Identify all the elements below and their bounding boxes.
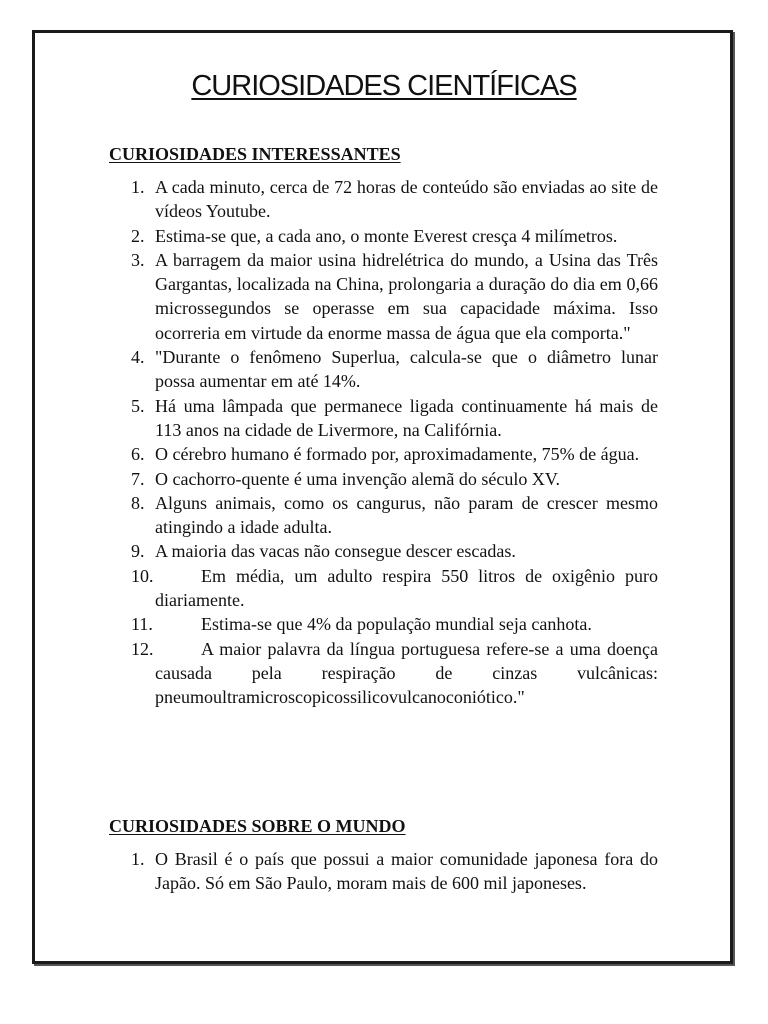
list-item bbox=[110, 491, 658, 540]
item-number: 4. bbox=[131, 347, 145, 368]
list-item bbox=[110, 248, 658, 345]
item-text: O Brasil é o país que possui a maior comunidade japonesa fora do Japão. Só em São Paulo, moram mais de 600 mil japoneses. bbox=[155, 849, 658, 894]
item-number: 3. bbox=[131, 249, 145, 270]
list-item bbox=[110, 224, 658, 248]
item-number: 1. bbox=[131, 849, 145, 869]
item-text: A maior palavra da língua portuguesa refere-se a uma doença causada pela respiração de cinzas vulcânicas: pneumoultramicroscopicossilicovulcanoconiótico." bbox=[155, 638, 658, 708]
item-text: A barragem da maior usina hidrelétrica do mundo, a Usina das Três Gargantas, localizada na China, prolongaria a duração do dia em 0,66 microssegundos se operasse em sua capacidade máxima. Isso ocorreria em virtude da enorme massa de água que ela comporta." bbox=[155, 249, 658, 343]
list-item bbox=[110, 394, 658, 443]
item-number: 7. bbox=[131, 468, 145, 489]
section-heading-world: CURIOSIDADES SOBRE O MUNDO bbox=[109, 816, 406, 836]
section-heading-interesting: CURIOSIDADES INTERESSANTES bbox=[109, 144, 401, 164]
list-item bbox=[110, 612, 658, 636]
item-text: A maioria das vacas não consegue descer escadas. bbox=[155, 541, 516, 562]
item-number: 12. bbox=[131, 638, 154, 659]
world-facts-list bbox=[110, 847, 658, 896]
item-number: 2. bbox=[131, 225, 145, 246]
item-number: 9. bbox=[131, 541, 145, 562]
item-text: O cérebro humano é formado por, aproximadamente, 75% de água. bbox=[155, 444, 640, 465]
item-number: 5. bbox=[131, 395, 145, 416]
list-item bbox=[110, 564, 658, 613]
item-number: 10. bbox=[131, 565, 154, 586]
item-number: 11. bbox=[131, 614, 153, 635]
list-item bbox=[110, 467, 658, 491]
item-number: 8. bbox=[131, 492, 145, 513]
item-text: Estima-se que, a cada ano, o monte Everest cresça 4 milímetros. bbox=[155, 225, 618, 246]
item-number: 6. bbox=[131, 444, 145, 465]
item-number: 1. bbox=[131, 177, 145, 197]
list-item bbox=[110, 539, 658, 563]
item-text: A cada minuto, cerca de 72 horas de conteúdo são enviadas ao site de vídeos Youtube. bbox=[155, 177, 658, 222]
list-item bbox=[110, 637, 658, 710]
list-item bbox=[110, 847, 658, 896]
item-text: Em média, um adulto respira 550 litros de oxigênio puro diariamente. bbox=[155, 565, 658, 611]
list-item bbox=[110, 345, 658, 394]
list-item bbox=[110, 442, 658, 466]
list-item bbox=[110, 175, 658, 224]
item-text: O cachorro-quente é uma invenção alemã do século XV. bbox=[155, 468, 561, 489]
item-text: "Durante o fenômeno Superlua, calcula-se que o diâmetro lunar possa aumentar em até 14%. bbox=[155, 347, 658, 392]
item-text: Há uma lâmpada que permanece ligada continuamente há mais de 113 anos na cidade de Livermore, na Califórnia. bbox=[155, 395, 658, 440]
interesting-facts-list bbox=[110, 175, 658, 710]
document-title: CURIOSIDADES CIENTÍFICAS bbox=[191, 70, 577, 102]
item-text: Estima-se que 4% da população mundial seja canhota. bbox=[201, 614, 592, 635]
item-text: Alguns animais, como os cangurus, não param de crescer mesmo atingindo a idade adulta. bbox=[155, 492, 658, 538]
